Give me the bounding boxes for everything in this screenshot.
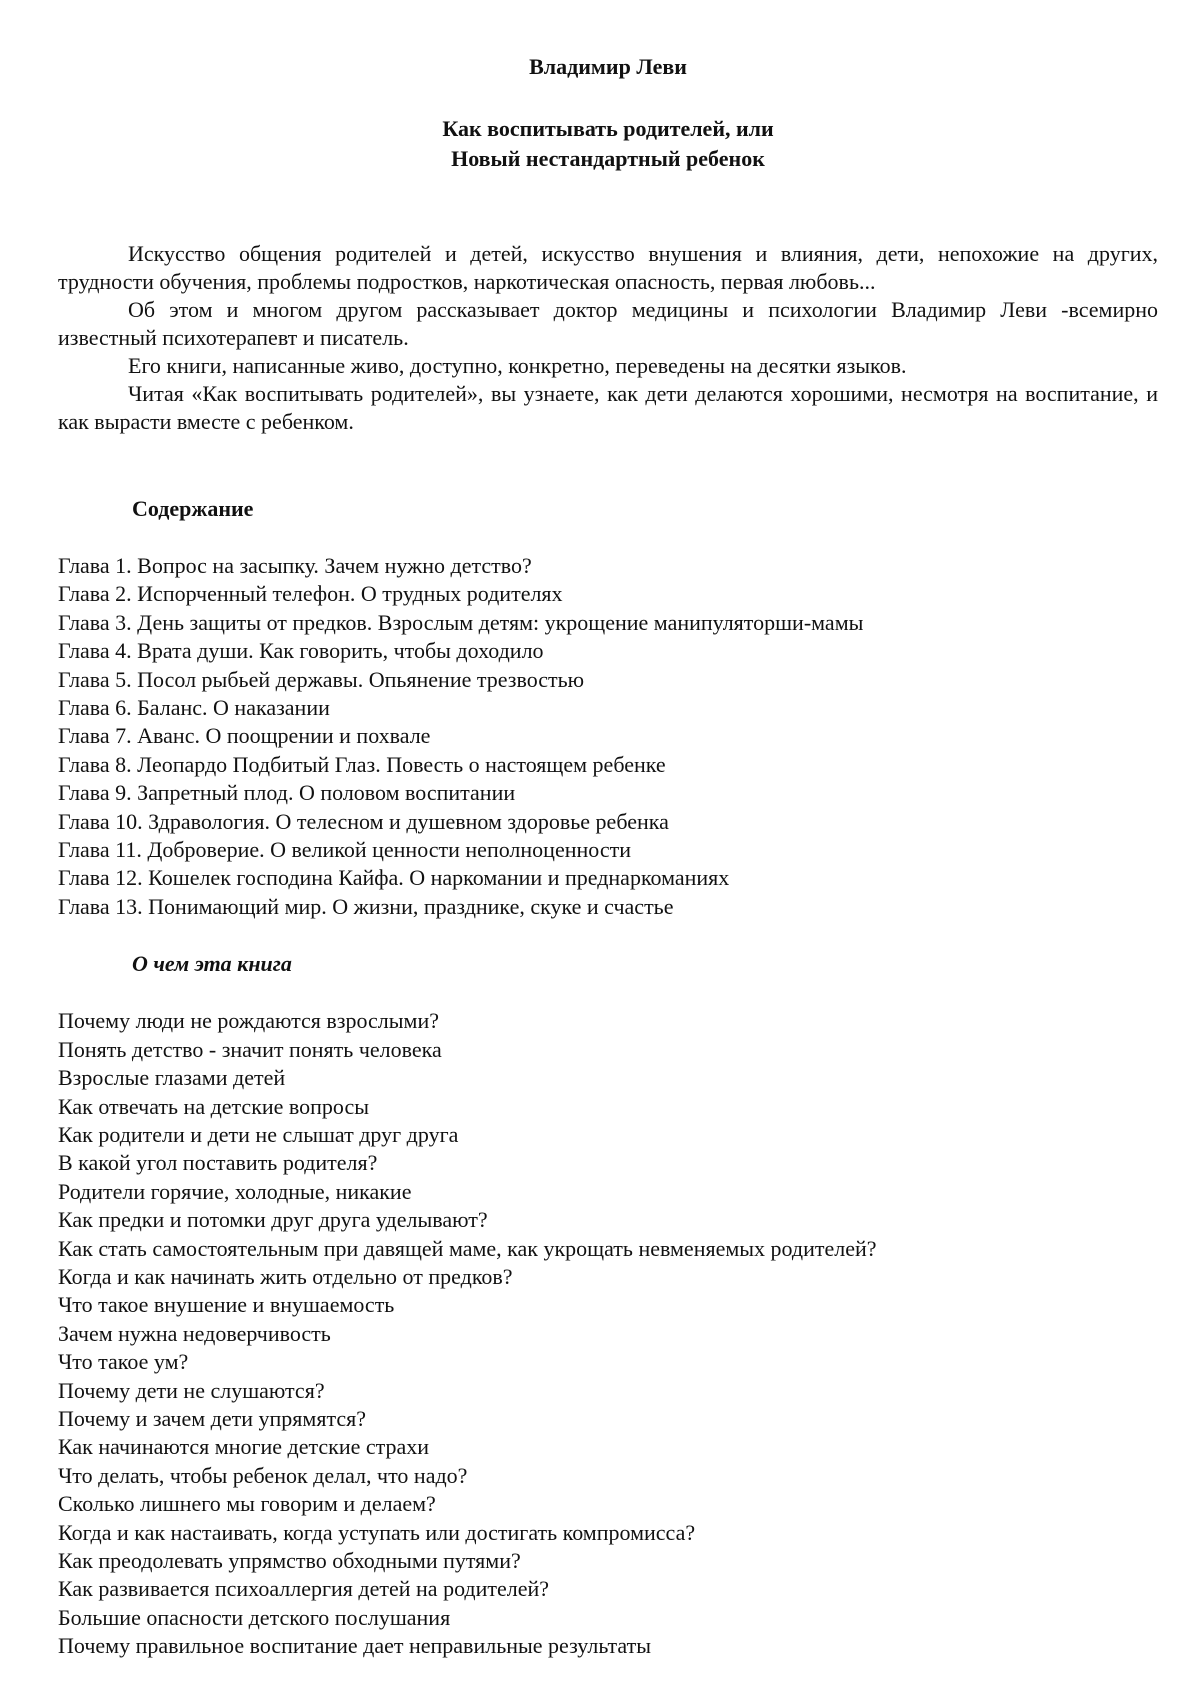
contents-item: Глава 1. Вопрос на засыпку. Зачем нужно детство? xyxy=(58,553,532,578)
intro-paragraph: Искусство общения родителей и детей, искусство внушения и влияния, дети, непохожие на других, трудности обучения, проблемы подростков, наркотическая опасность, первая любовь... xyxy=(58,241,1158,294)
contents-item: Глава 9. Запретный плод. О половом воспитании xyxy=(58,780,516,806)
contents-item: Глава 11. Доброверие. О великой ценности неполноценности xyxy=(58,837,631,863)
about-item: Понять детство - значит понять человека xyxy=(58,1036,442,1062)
book-title xyxy=(58,114,1158,174)
contents-item: Глава 2. Испорченный телефон. О трудных родителях xyxy=(58,581,563,607)
about-item: Что такое внушение и внушаемость xyxy=(58,1292,395,1318)
about-item: Как развивается психоаллергия детей на родителей? xyxy=(58,1576,550,1602)
about-item: Зачем нужна недоверчивость xyxy=(58,1320,331,1346)
about-item: Как начинаются многие детские страхи xyxy=(58,1434,430,1460)
intro-section xyxy=(58,240,1158,436)
about-list xyxy=(58,1007,1158,1660)
intro-paragraph: Об этом и многом другом рассказывает доктор медицины и психологии Владимир Леви -всемирно известный психотерапевт и писатель. xyxy=(58,297,1158,350)
about-heading: О чем эта книга xyxy=(132,951,292,977)
about-item: Почему дети не слушаются? xyxy=(58,1377,325,1403)
about-item: Когда и как настаивать, когда уступать или достигать компромисса? xyxy=(58,1519,696,1545)
about-item: Взрослые глазами детей xyxy=(58,1065,286,1091)
author-name: Владимир Леви xyxy=(529,54,687,79)
intro-paragraph: Читая «Как воспитывать родителей», вы узнаете, как дети делаются хорошими, несмотря на воспитание, и как вырасти вместе с ребенком. xyxy=(58,381,1158,434)
book-title-line-2: Новый нестандартный ребенок xyxy=(451,146,765,171)
about-item: Как стать самостоятельным при давящей маме, как укрощать невменяемых родителей? xyxy=(58,1235,877,1261)
contents-list xyxy=(58,552,1158,921)
intro-paragraph: Его книги, написанные живо, доступно, конкретно, переведены на десятки языков. xyxy=(128,353,907,378)
about-item: Как предки и потомки друг друга уделывают? xyxy=(58,1207,488,1233)
contents-item: Глава 4. Врата души. Как говорить, чтобы доходило xyxy=(58,638,544,664)
about-item: Сколько лишнего мы говорим и делаем? xyxy=(58,1491,436,1517)
contents-item: Глава 10. Здравология. О телесном и душевном здоровье ребенка xyxy=(58,808,669,834)
contents-item: Глава 7. Аванс. О поощрении и похвале xyxy=(58,723,431,749)
about-item: Почему правильное воспитание дает неправильные результаты xyxy=(58,1633,651,1659)
about-item: В какой угол поставить родителя? xyxy=(58,1150,378,1176)
contents-item: Глава 13. Понимающий мир. О жизни, празднике, скуке и счастье xyxy=(58,893,674,919)
contents-item: Глава 6. Баланс. О наказании xyxy=(58,695,330,721)
about-item: Почему и зачем дети упрямятся? xyxy=(58,1405,366,1431)
contents-item: Глава 3. День защиты от предков. Взрослым детям: укрощение манипуляторши-мамы xyxy=(58,609,864,635)
about-item: Что такое ум? xyxy=(58,1349,189,1375)
contents-item: Глава 8. Леопардо Подбитый Глаз. Повесть о настоящем ребенке xyxy=(58,751,666,777)
contents-heading: Содержание xyxy=(132,496,254,521)
about-item: Почему люди не рождаются взрослыми? xyxy=(58,1008,440,1034)
about-item: Как преодолевать упрямство обходными путями? xyxy=(58,1548,521,1573)
contents-item: Глава 5. Посол рыбьей державы. Опьянение трезвостью xyxy=(58,666,585,692)
about-item: Большие опасности детского послушания xyxy=(58,1604,451,1630)
about-item: Как отвечать на детские вопросы xyxy=(58,1093,370,1119)
contents-item: Глава 12. Кошелек господина Кайфа. О наркомании и преднаркоманиях xyxy=(58,865,730,891)
about-item: Когда и как начинать жить отдельно от предков? xyxy=(58,1263,513,1289)
about-item: Что делать, чтобы ребенок делал, что надо? xyxy=(58,1462,468,1488)
book-title-line-1: Как воспитывать родителей, или xyxy=(442,116,774,141)
about-item: Как родители и дети не слышат друг друга xyxy=(58,1121,459,1147)
about-item: Родители горячие, холодные, никакие xyxy=(58,1178,412,1204)
